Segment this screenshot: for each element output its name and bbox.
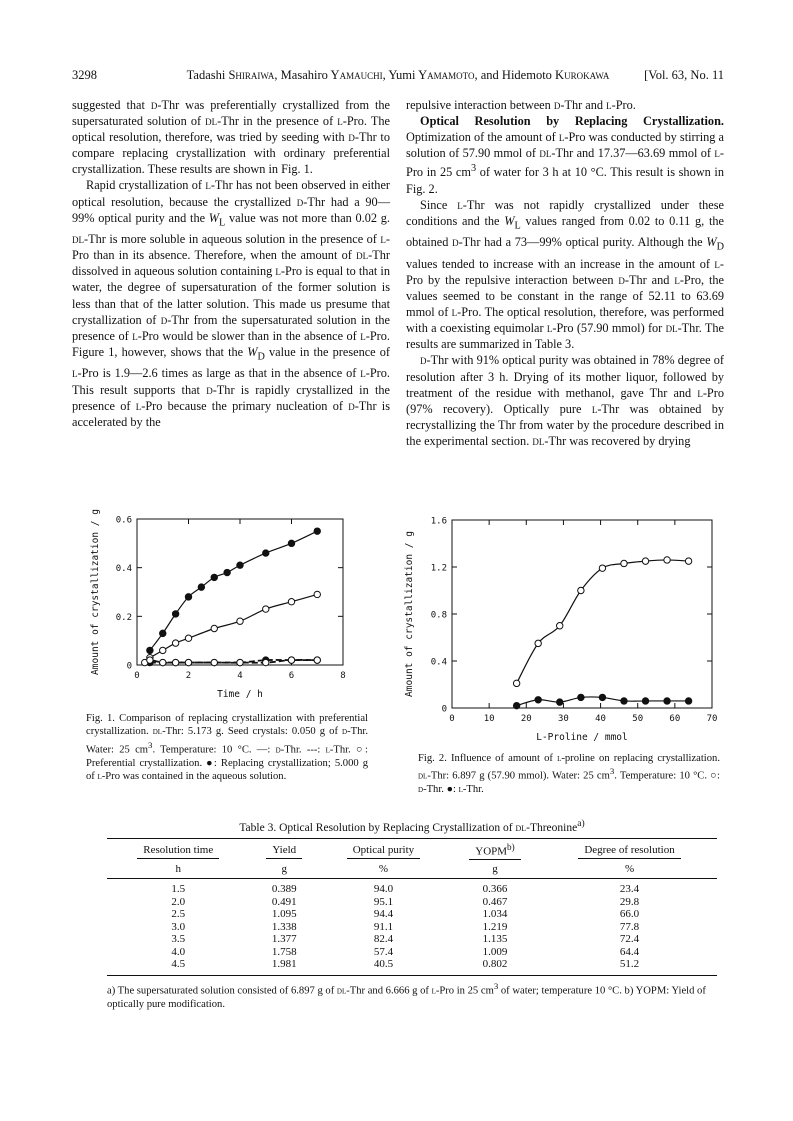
data-point [172, 659, 178, 665]
data-point [642, 558, 648, 564]
table-cell: 72.4 [619, 933, 640, 946]
data-table [107, 838, 717, 976]
data-point [557, 623, 563, 629]
data-point [578, 694, 584, 700]
table-row [107, 879, 717, 896]
data-point [314, 657, 320, 663]
x-tick-label: 10 [483, 714, 495, 724]
table-row [107, 908, 717, 921]
author-line: Tadashi Shiraiwa, Masahiro Yamauchi, Yumi Yamamoto, and Hidemoto Kurokawa [186, 68, 610, 82]
x-tick-label: 60 [669, 714, 681, 724]
table-cell: 57.4 [373, 945, 394, 958]
column-header: Optical purity [319, 838, 448, 861]
series-line [517, 560, 689, 683]
data-point [314, 528, 320, 534]
figure-1-plot [86, 486, 356, 701]
column-unit: g [250, 861, 319, 879]
data-point [198, 584, 204, 590]
x-tick-label: 30 [558, 714, 569, 724]
page-number: 3298 [72, 68, 97, 82]
y-tick-label: 1.6 [430, 516, 447, 527]
data-point [685, 698, 691, 704]
data-point [535, 697, 541, 703]
paragraph: d-Thr with 91% optical purity was obtained in 78% degree of resolution after 3 h. Drying of its mother liquor, followed by treatment of the residue with methanol, gave Thr and l-Pro (97% recovery). Optically pure l-Thr was obtained by recrystallizing the Thr from water by the procedure described in the experimental section. dl-Thr was recovered by drying [406, 353, 724, 448]
data-point [185, 659, 191, 665]
data-point [642, 698, 648, 704]
x-tick-label: 8 [340, 671, 346, 681]
plot-frame [452, 520, 712, 708]
table-cell: 40.5 [319, 958, 448, 975]
paragraph: Rapid crystallization of l-Thr has not been observed in either optical resolution, because the crystallized d-Thr had a 90—99% optical purity and the $W_L$ value was not more than 0.02 g. dl-Thr is more soluble in aqueous solution in the presence of l-Pro than in its absence. Therefore, when the amount of dl-Thr dissolved in aqueous solution containing l-Pro is equal to that in water, the degree of supersaturation of the former solution is less than that of the latter solution. This made us presume that crystallization of d-Thr from the supersaturated solution in the presence of l-Pro would be slower than in the absence of l-Pro. Figure 1, however, shows that the $W_D$ value in the presence of l-Pro is 1.9—2.6 times as large as that in the absence of l-Pro. This result supports that d-Thr is rapidly crystallized in the presence of l-Pro because the primary nucleation of d-Thr is accelerated by the [72, 178, 391, 429]
data-point [288, 657, 294, 663]
data-point [172, 611, 178, 617]
table-cell: 3.0 [171, 920, 186, 933]
x-tick-label: 20 [520, 714, 532, 724]
table-cell: 77.8 [619, 920, 640, 933]
data-point [172, 640, 178, 646]
data-point [263, 659, 269, 665]
table-row [107, 921, 717, 934]
y-axis-label: Amount of crystallization / g [90, 509, 101, 675]
series-line [150, 531, 317, 650]
y-axis-label: Amount of crystallization / g [404, 531, 415, 697]
x-tick-label: 50 [632, 714, 644, 724]
right-text-column [406, 97, 724, 449]
data-point [147, 657, 153, 663]
data-point [237, 562, 243, 568]
table-cell: 94.4 [373, 908, 394, 921]
data-point [224, 569, 230, 575]
table-cell: 66.0 [619, 908, 640, 921]
table-cell: 2.0 [171, 895, 186, 908]
data-point [288, 540, 294, 546]
x-tick-label: 2 [185, 671, 192, 681]
x-tick-label: 0 [449, 714, 455, 724]
data-point [621, 560, 627, 566]
column-header: Degree of resolution [542, 838, 717, 861]
data-point [263, 550, 269, 556]
data-point [263, 606, 269, 612]
data-point [160, 630, 166, 636]
table-cell: 1.034 [482, 908, 508, 921]
table-cell: 1.095 [271, 908, 297, 921]
table-row [107, 958, 717, 975]
table-cell: 1.377 [271, 933, 297, 946]
y-tick-label: 0 [126, 661, 132, 672]
table-cell: 2.5 [171, 908, 186, 921]
table-cell: 29.8 [619, 895, 640, 908]
table-cell: 0.491 [271, 895, 297, 908]
volume-info: [Vol. 63, No. 11 [644, 68, 724, 82]
figure-2-plot [400, 504, 730, 743]
y-tick-label: 0.8 [430, 610, 447, 621]
data-point [185, 594, 191, 600]
table-cell: 95.1 [373, 895, 394, 908]
data-point [160, 659, 166, 665]
y-tick-label: 0.6 [115, 515, 132, 526]
x-tick-label: 40 [595, 714, 606, 724]
column-header: YOPM$^{b)}$ [448, 838, 542, 861]
data-point [211, 574, 217, 580]
running-header [72, 68, 724, 86]
table-footnote: a) The supersaturated solution consisted of 6.897 g of dl-Thr and 6.666 g of l-Pro in 25 $cm^3$ of water; temperature 10 °C. b) YOPM: Yield of optically pure modification. [107, 980, 706, 1010]
y-tick-label: 1.2 [430, 563, 447, 574]
data-point [237, 618, 243, 624]
column-header: Yield [250, 838, 319, 861]
y-tick-label: 0 [441, 704, 447, 715]
table-cell: 91.1 [373, 920, 394, 933]
column-unit: % [542, 861, 717, 879]
data-point [147, 647, 153, 653]
paragraph: suggested that d-Thr was preferentially crystallized from the supersaturated solution of dl-Thr in the presence of l-Pro. The optical resolution, therefore, was tried by seeding with d-Thr to compare replacing crystallization with ordinary preferential crystallization. These results are shown in Fig. 1. [72, 98, 390, 177]
x-axis-label: Time / h [217, 689, 263, 700]
data-point [160, 647, 166, 653]
figure-1 [86, 486, 356, 701]
x-tick-label: 4 [237, 671, 243, 681]
x-axis-label: L-Proline / mmol [536, 732, 628, 743]
plot-frame [137, 519, 343, 665]
data-point [513, 680, 519, 686]
table-cell: 0.366 [482, 883, 508, 896]
data-point [664, 557, 670, 563]
data-point [185, 635, 191, 641]
data-point [237, 659, 243, 665]
table-cell: 82.4 [373, 933, 394, 946]
x-tick-label: 70 [706, 714, 718, 724]
table-row [107, 933, 717, 946]
left-text-column [72, 97, 390, 430]
column-unit: % [319, 861, 448, 879]
y-tick-label: 0.4 [430, 657, 447, 668]
data-point [664, 698, 670, 704]
data-point [557, 699, 563, 705]
table-title: Table 3. Optical Resolution by Replacing Crystallization of dl-Threonine$^{a)}$ [239, 818, 585, 834]
figure-2 [400, 504, 730, 743]
table-cell: 1.009 [482, 945, 508, 958]
table-cell: 1.135 [482, 933, 508, 946]
table-cell: 3.5 [171, 933, 186, 946]
table-cell: 23.4 [619, 883, 640, 896]
table-cell: 94.0 [373, 883, 394, 896]
x-tick-label: 6 [288, 671, 295, 681]
table-body [107, 879, 717, 976]
paragraph: repulsive interaction between d-Thr and l-Pro. [406, 98, 636, 112]
table-cell: 1.981 [250, 958, 319, 975]
data-point [621, 698, 627, 704]
data-point [599, 694, 605, 700]
figure-2-caption: Fig. 2. Influence of amount of l-proline on replacing crystallization. dl-Thr: 6.897 g (57.90 mmol). Water: 25 $cm^3$. Temperature: 10 °C. ○: d-Thr. ●: l-Thr. [418, 753, 720, 796]
data-point [599, 565, 605, 571]
paragraph: Since l-Thr was not rapidly crystallized under these conditions and the $W_L$ values ranged from 0.02 to 0.11 g, the obtained d-Thr had a 73—99% optical purity. Although the $W_D$ values tended to increase with an increase in the amount of l-Pro by the repulsive interaction between d-Thr and l-Pro, the values seemed to be constant in the range of 52.11 to 63.69 mmol of l-Pro. The optical resolution, therefore, was performed with a coexisting equimolar l-Pro (57.90 mmol) for dl-Thr. The results are summarized in Table 3. [406, 197, 725, 352]
table-cell: 51.2 [542, 958, 717, 975]
column-unit: g [448, 861, 542, 879]
table-cell: 4.0 [171, 945, 186, 958]
y-tick-label: 0.2 [115, 612, 132, 623]
y-tick-label: 0.4 [115, 564, 132, 575]
paragraph: Optical Resolution by Replacing Crystallization. Optimization of the amount of l-Pro was conducted by stirring a solution of 57.90 mmol of dl-Thr and 17.37—63.69 mmol of l-Pro in 25 $cm^3$ of water for 3 h at 10 °C. This result is shown in Fig. 2. [406, 114, 725, 196]
table-cell: 1.338 [271, 920, 297, 933]
table-row [107, 946, 717, 959]
table-cell: 0.467 [482, 895, 508, 908]
data-point [211, 659, 217, 665]
data-point [288, 599, 294, 605]
table-cell: 64.4 [619, 945, 640, 958]
table-cell: 1.758 [271, 945, 297, 958]
column-unit: h [107, 861, 250, 879]
data-point [685, 558, 691, 564]
data-point [513, 702, 519, 708]
table-cell: 0.802 [448, 958, 542, 975]
data-point [578, 587, 584, 593]
data-point [314, 591, 320, 597]
table-cell: 1.219 [482, 920, 508, 933]
data-point [211, 625, 217, 631]
figure-1-caption: Fig. 1. Comparison of replacing crystallization with preferential crystallization. dl-Thr: 5.173 g. Seed crystals: 0.050 g of d-Thr. Water: 25 $cm^3$. Temperature: 10 °C. —: d-Thr. ---: l-Thr. ○: Preferential crystallization. ●: Replacing crystallization; 5.000 g of l-Pro was contained in the aqueous solution. [86, 713, 368, 783]
table-cell: 0.389 [271, 883, 297, 896]
table-3 [107, 818, 717, 1011]
table-cell: 4.5 [107, 958, 250, 975]
x-tick-label: 0 [134, 671, 140, 681]
column-header: Resolution time [107, 838, 250, 861]
data-point [535, 640, 541, 646]
table-cell: 1.5 [171, 883, 186, 896]
table-row [107, 896, 717, 909]
